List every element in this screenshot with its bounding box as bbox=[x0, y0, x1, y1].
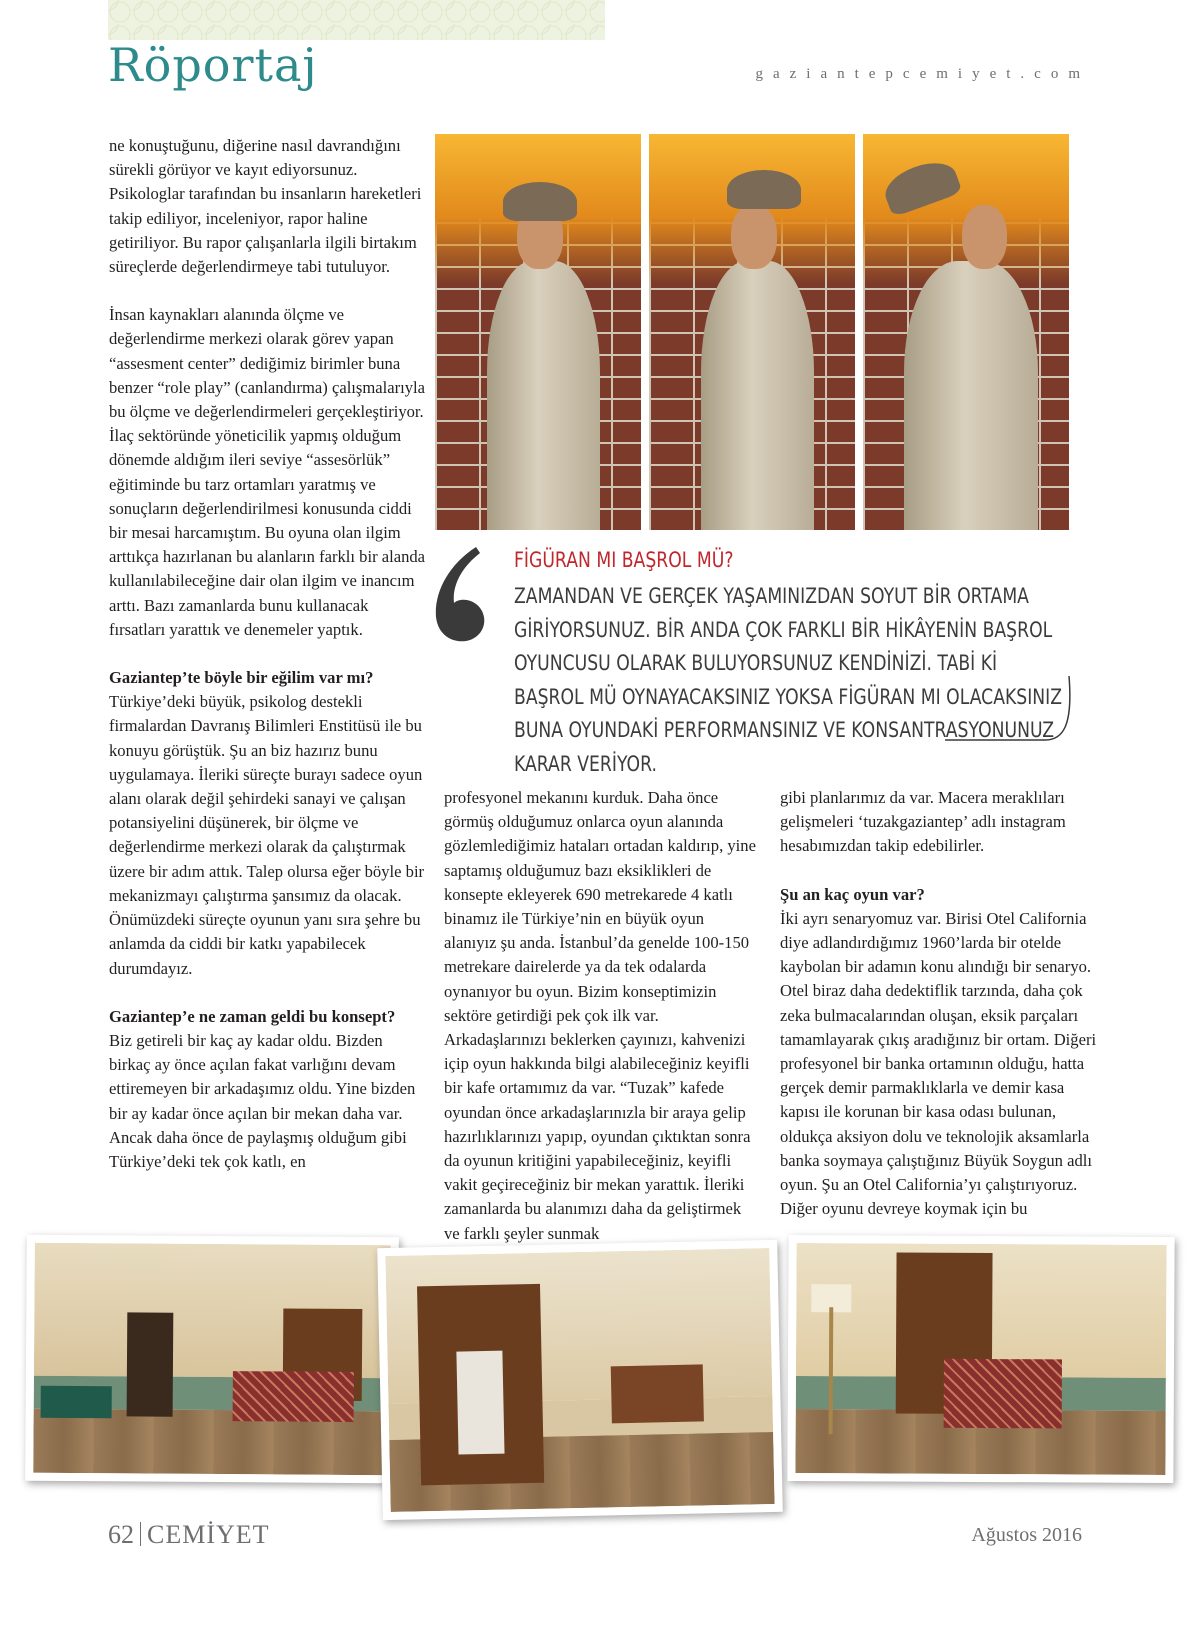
article-column-3 bbox=[780, 786, 1098, 1221]
paragraph: profesyonel mekanını kurduk. Daha önce görmüş olduğumuz onlarca oyun alanında gözlemlediğimiz hataları ortadan kaldırıp, yine saptamış olduğumuz bazı eksiklikleri de konsepte ekleyerek 690 metrekarede 4 katlı binamız ile Türkiye’nin en büyük oyun alanıyız şu anda. İstanbul’da genelde 100-150 metrekare dairelerde ya da tek odalarda oynanıyor bu oyun. Bizim konseptimizin sektöre getirdiği pek çok ilk var. Arkadaşlarınızı beklerken çayınızı, kahvenizi içip oyun hakkında bilgi alabileceğiniz keyifli bir kafe ortamımız da var. “Tuzak” kafede oyundan önce arkadaşlarınızla bir araya gelip hazırlıklarınızı yapıp, oyundan çıktıktan sonra da oyunun kritiğini yapabileceğiniz, keyifli vakit geçireceğiniz bir mekan yarattık. İleriki zamanlarda bu alanımızı daha da geliştirmek ve farklı şeyler sunmak bbox=[444, 788, 756, 1243]
interview-question: Gaziantep’e ne zaman geldi bu konsept? bbox=[109, 1006, 396, 1026]
header-pattern-band bbox=[108, 0, 605, 40]
section-title: Röportaj bbox=[108, 38, 318, 92]
footer-divider bbox=[140, 1522, 141, 1546]
paragraph: Türkiye’deki büyük, psikolog destekli firmalardan Davranış Bilimleri Enstitüsü ile bu konuyu görüştük. Şu an biz hazırız bunu uygulamaya. İleriki süreçte burayı sadece oyun alanı olarak değil şehirdeki sanayi ve çalışan potansiyelini düşünerek, bir ölçme ve değerlendirme merkezi olarak da çalıştırmak üzere bir adım attık. Talep olursa eğer böyle bir mekanizmayı çalıştırma şansımız da olacak. Önümüzdeki süreçte oyunun yanı sıra şehre bu anlamda da ciddi bir katkı yapabilecek durumdayız. bbox=[109, 692, 425, 978]
paragraph: Biz getireli bir kaç ay kadar oldu. Bizden birkaç ay önce açılan fakat varlığını devam ettiremeyen bir arkadaşımız oldu. Yine bizden bir ay kadar önce açılan bir mekan daha var. Ancak daha önce de paylaşmış olduğum gibi Türkiye’deki tek çok katlı, en bbox=[109, 1030, 416, 1171]
room-photo-bedroom bbox=[377, 1240, 783, 1520]
page-footer-left bbox=[108, 1520, 270, 1550]
pullquote-divider bbox=[945, 674, 1075, 744]
pullquote-text: ZAMANDAN VE GERÇEK YAŞAMINIZDAN SOYUT BİR ORTAMA GİRİYORSUNUZ. BİR ANDA ÇOK FARKLI BİR HİKÂYENİN BAŞROL OYUNCUSU OLARAK BULUYORSUNUZ KENDİNİZİ. TABİ Kİ BAŞROL MÜ OYNAYACAKSINIZ YOKSA FİGÜRAN MI OLACAKSINIZ BUNA OYUNDAKİ PERFORMANSINIZ VE KONSANTRASYONUNUZ KARAR VERİYOR. bbox=[514, 584, 1063, 776]
issue-date: Ağustos 2016 bbox=[971, 1524, 1082, 1546]
interview-question: Gaziantep’te böyle bir eğilim var mı? bbox=[109, 668, 374, 688]
article-column-2 bbox=[444, 786, 760, 1246]
portrait-photo-1 bbox=[435, 134, 641, 530]
interview-question: Şu an kaç oyun var? bbox=[780, 884, 925, 904]
pullquote-title: FİGÜRAN MI BAŞROL MÜ? bbox=[514, 548, 734, 572]
page-number: 62 bbox=[108, 1520, 134, 1549]
article-column-1 bbox=[109, 134, 427, 1174]
portrait-photo-2 bbox=[649, 134, 855, 530]
paragraph: İki ayrı senaryomuz var. Birisi Otel California diye adlandırdığımız 1960’larda bir otelde kaybolan bir adamın konu alındığı bir senaryo. Otel biraz daha dedektiflik tarzında, daha çok zeka bulmacalarından oluşan, eksik parçaları tamamlayarak çıkış aradığınız bir ortam. Diğeri profesyonel bir banka ortamının olduğu, hatta gerçek demir parmaklıklarla ve demir kasa kapısı ile korunan bir kasa odası bulunan, oldukça aksiyon dolu ve teknolojik aksamlarla banka soymaya çalıştığınız Büyük Soygun adlı oyun. Şu an Otel California’yı çalıştırıyoruz. Diğer oyunu devreye koymak için bu bbox=[780, 908, 1097, 1219]
quote-mark-icon bbox=[430, 545, 490, 645]
paragraph: ne konuştuğunu, diğerine nasıl davrandığını sürekli görüyor ve kayıt ediyorsunuz. Psikologlar tarafından bu insanların hareketleri takip ediliyor, inceleniyor, rapor haline getiriliyor. Bu rapor çalışanlarla ilgili birtakım süreçlerde değerlendirmeye tabi tutuluyor. bbox=[109, 136, 422, 277]
paragraph: gibi planlarımız da var. Macera meraklıları gelişmeleri ‘tuzakgaziantep’ adlı instagram hesabımızdan takip edebilirler. bbox=[780, 788, 1066, 856]
magazine-brand: CEMİYET bbox=[147, 1520, 270, 1549]
site-url[interactable]: gaziantepcemiyet.com bbox=[755, 66, 1090, 82]
portrait-photo-3 bbox=[863, 134, 1069, 530]
paragraph: İnsan kaynakları alanında ölçme ve değerlendirme merkezi olarak görev yapan “assesment center” dediğimiz birimler buna benzer “role play” (canlandırma) çalışmalarıyla bu ölçme ve değerlendirmeleri gerçekleştiriyor. İlaç sektöründe yöneticilik yapmış olduğum dönemde aldığım ileri seviye “assesörlük” eğitiminde bu tarz ortamları yaratmış ve sonuçların değerlendirilmesi konusunda ciddi bir mesai harcamıştım. Bu oyuna olan ilgim arttıkça hazırlanan bu alanların farklı bir alanda kullanılabileceğine dair olan ilgim ve inancım arttı. Bazı zamanlarda bunu kullanacak fırsatları yarattık ve denemeler yaptık. bbox=[109, 305, 426, 639]
room-photo-reception bbox=[787, 1235, 1174, 1483]
room-photo-cafe bbox=[25, 1235, 399, 1484]
